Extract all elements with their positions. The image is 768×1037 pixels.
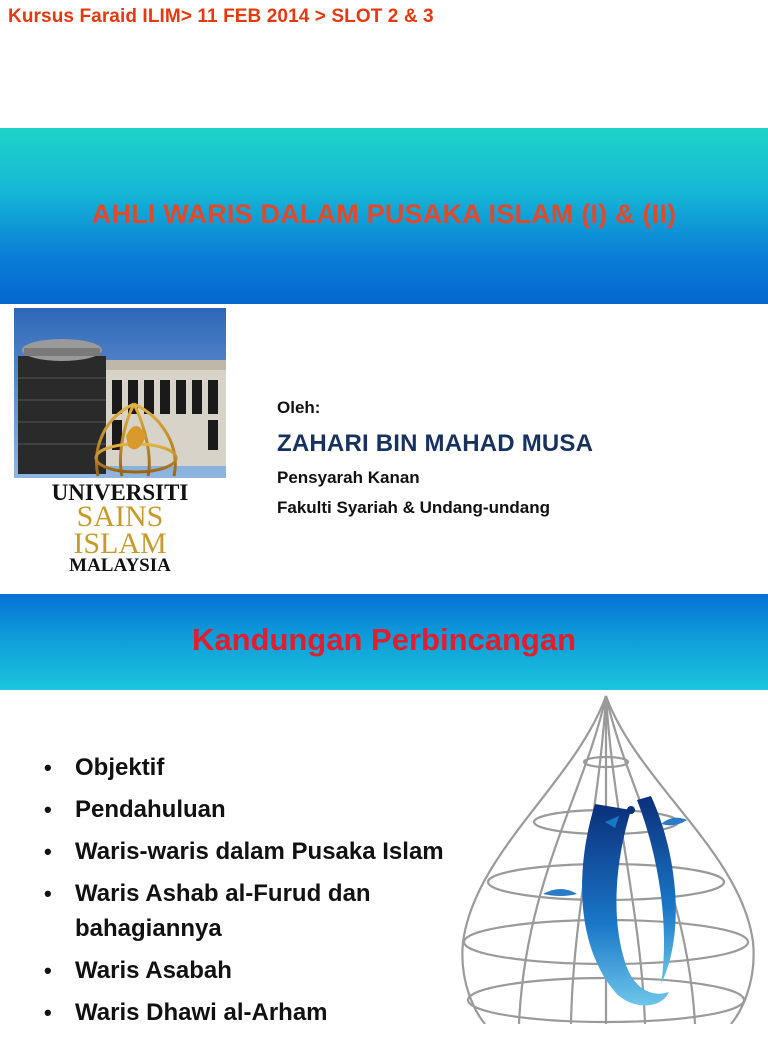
bullet-icon: • [44,755,52,780]
author-position: Pensyarah Kanan [277,468,420,487]
author-name: ZAHARI BIN MAHAD MUSA [277,430,594,457]
author-faculty: Fakulti Syariah & Undang-undang [277,498,550,517]
iqra-emblem-icon [455,692,761,1024]
logo-text-malaysia: MALAYSIA [69,555,171,574]
list-item-label: Objektif [75,754,165,781]
list-item-label: Waris-waris dalam Pusaka Islam [75,838,444,865]
list-item-label: Waris Ashab al-Furud dan bahagiannya [75,880,371,942]
list-item-label: Pendahuluan [75,796,226,823]
list-item [44,750,484,785]
bullet-icon: • [44,839,52,864]
logo-text-islam: ISLAM [73,527,167,560]
slide-title: AHLI WARIS DALAM PUSAKA ISLAM (I) & (II) [91,198,677,229]
university-logo [14,308,226,574]
contents-list [44,750,484,1037]
list-item-label: Waris Dhawi al-Arham [75,999,328,1026]
author-section [0,304,768,594]
logo-text-sains: SAINS [76,500,164,533]
contents-title: Kandungan Perbincangan [191,622,577,657]
title-banner [0,128,768,304]
list-item [44,792,484,827]
bullet-icon: • [44,1000,52,1025]
author-info [277,398,593,518]
list-item [44,834,484,869]
list-item [44,876,484,946]
list-item [44,953,484,988]
breadcrumb: Kursus Faraid ILIM> 11 FEB 2014 > SLOT 2 & 3 [8,6,434,27]
by-label: Oleh: [277,398,321,417]
bullet-icon: • [44,797,52,822]
list-item-label: Waris Asabah [75,957,232,984]
list-item [44,995,484,1030]
logo-text-universiti: UNIVERSITI [51,480,189,505]
bullet-icon: • [44,958,52,983]
bullet-icon: • [44,881,52,906]
contents-banner [0,594,768,690]
